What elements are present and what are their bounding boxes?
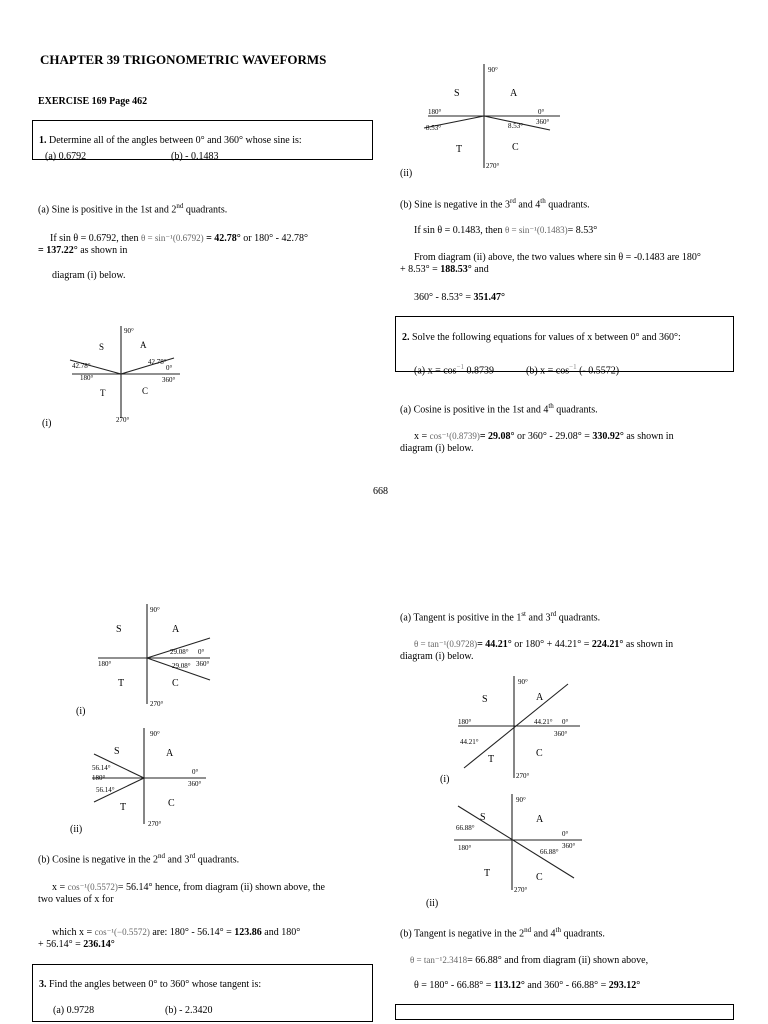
answer-1a-line2: = 137.22° as shown in (38, 245, 128, 256)
quadrant-diagram-1b (420, 60, 570, 176)
svg-text:0°: 0° (562, 830, 569, 838)
question-1-part-a: (a) 0.6792 (45, 151, 87, 162)
answer-1b-from: From diagram (ii) above, the two values where sin θ = -0.1483 are 180° (414, 252, 701, 263)
answer-1a-result-1: = 42.78° (206, 233, 241, 244)
svg-text:S: S (454, 88, 460, 99)
svg-text:180°: 180° (98, 660, 112, 668)
svg-text:0°: 0° (538, 108, 545, 116)
svg-text:270°: 270° (148, 820, 162, 828)
svg-text:C: C (172, 678, 179, 689)
svg-text:180°: 180° (80, 374, 94, 382)
svg-text:T: T (100, 388, 106, 398)
question-4-box (395, 1004, 734, 1020)
svg-text:180°: 180° (458, 844, 472, 852)
svg-text:A: A (172, 624, 180, 635)
svg-text:A: A (536, 692, 544, 703)
svg-text:270°: 270° (150, 700, 164, 708)
answer-1a-diagram-ref: diagram (i) below. (52, 270, 126, 281)
chapter-title: CHAPTER 39 TRIGONOMETRIC WAVEFORMS (40, 52, 327, 67)
answer-1b-formula: θ = sin⁻¹(0.1483) (504, 225, 568, 235)
svg-text:C: C (512, 142, 519, 153)
svg-text:66.88°: 66.88° (456, 824, 475, 832)
answer-1b-from2: + 8.53° = 188.53° and (400, 264, 489, 275)
svg-text:180°: 180° (428, 108, 442, 116)
svg-text:A: A (536, 814, 544, 825)
svg-text:90°: 90° (516, 796, 526, 804)
quadrant-diagram-2a-ii (88, 724, 214, 830)
svg-text:0°: 0° (192, 768, 199, 776)
svg-text:T: T (456, 144, 463, 155)
svg-text:90°: 90° (124, 327, 134, 335)
answer-1a-intro: (a) Sine is positive in the 1st and 2nd quadrants. (38, 202, 228, 216)
question-3-part-a: (a) 0.9728 (53, 1005, 95, 1016)
question-1-part-b: (b) - 0.1483 (171, 151, 219, 162)
quadrant-diagram-3a (450, 672, 586, 784)
svg-text:C: C (142, 386, 149, 396)
answer-1a-formula: θ = sin⁻¹(0.6792) (140, 233, 204, 243)
quadrant-diagram-3b (450, 790, 590, 894)
svg-text:A: A (510, 88, 518, 99)
svg-text:360°: 360° (562, 842, 576, 850)
question-1-box (32, 120, 373, 160)
svg-text:C: C (536, 748, 543, 759)
svg-text:44.21°: 44.21° (534, 718, 553, 726)
svg-text:66.88°: 66.88° (540, 848, 559, 856)
question-3-text: 3. Find the angles between 0° to 360° whose tangent is: (39, 979, 262, 990)
svg-text:0°: 0° (562, 718, 569, 726)
answer-2b-plus: + 56.14° = 236.14° (38, 939, 115, 950)
answer-3b-theta: θ = 180° - 66.88° = 113.12° and 360° - 66.88° = 293.12° (414, 980, 641, 991)
question-2-box (395, 316, 734, 377)
svg-text:270°: 270° (514, 886, 528, 894)
question-3-box (32, 964, 373, 1022)
svg-text:360°: 360° (188, 780, 202, 788)
svg-text:T: T (118, 678, 125, 689)
svg-text:270°: 270° (516, 772, 530, 780)
question-1-prompt: Determine all of the angles between 0° and 360° whose sine is: (49, 135, 302, 146)
svg-text:42.78°: 42.78° (148, 358, 167, 366)
answer-2a-diagram-ref: diagram (i) below. (400, 443, 474, 454)
svg-text:360°: 360° (196, 660, 210, 668)
answer-1a-if: If sin θ = 0.6792, then (50, 233, 139, 244)
svg-text:90°: 90° (488, 66, 498, 74)
svg-text:360°: 360° (536, 118, 550, 126)
svg-text:360°: 360° (554, 730, 568, 738)
diagram-3b-label: (ii) (426, 898, 439, 909)
answer-1a-or: or 180° - 42.78° (243, 233, 308, 244)
svg-text:56.14°: 56.14° (92, 764, 111, 772)
diagram-1a-label: (i) (42, 418, 52, 429)
question-2-part-a: (a) $x = \cos^{-1} 0.8739$ (414, 363, 495, 377)
diagram-3a-label: (i) (440, 774, 450, 785)
answer-2b-intro: (b) Cosine is negative in the 2nd and 3rd quadrants. (38, 852, 240, 866)
diagram-1b-label: (ii) (400, 168, 413, 179)
answer-2b-two-values: two values of x for (38, 894, 114, 905)
answer-1b-second: 360° - 8.53° = 351.47° (414, 292, 505, 303)
svg-text:42.78°: 42.78° (72, 362, 91, 370)
svg-text:T: T (120, 802, 127, 813)
svg-text:S: S (116, 624, 122, 635)
answer-2a-intro: (a) Cosine is positive in the 1st and 4th quadrants. (400, 402, 598, 416)
svg-text:A: A (140, 340, 147, 350)
quadrant-diagram-2a-i (92, 600, 218, 710)
svg-text:A: A (166, 748, 174, 759)
svg-text:56.14°: 56.14° (96, 786, 115, 794)
answer-3a-diagram-ref: diagram (i) below. (400, 651, 474, 662)
svg-text:S: S (480, 812, 486, 823)
svg-text:0°: 0° (166, 364, 173, 372)
question-3-part-b: (b) - 2.3420 (165, 1005, 213, 1016)
svg-text:S: S (99, 342, 105, 352)
svg-text:8.53°: 8.53° (426, 124, 442, 132)
svg-text:0°: 0° (198, 648, 205, 656)
svg-text:360°: 360° (162, 376, 176, 384)
svg-text:S: S (482, 694, 488, 705)
question-2-text: 2. Solve the following equations for values of x between 0° and 360°: (402, 332, 681, 343)
diagram-2a-ii-label: (ii) (70, 824, 83, 835)
svg-text:T: T (484, 868, 491, 879)
answer-3b-line: θ = tan⁻¹2.3418= 66.88° and from diagram (ii) shown above, (410, 955, 649, 966)
page-number: 668 (373, 486, 388, 497)
svg-text:90°: 90° (150, 730, 160, 738)
svg-text:29.08°: 29.08° (172, 662, 191, 670)
quadrant-diagram-1a (62, 322, 188, 426)
svg-text:90°: 90° (150, 606, 160, 614)
question-1-number: 1. (39, 135, 47, 146)
exercise-heading: EXERCISE 169 Page 462 (38, 96, 148, 107)
svg-text:8.53°: 8.53° (508, 122, 524, 130)
svg-text:270°: 270° (486, 162, 500, 170)
question-1-text (39, 135, 302, 147)
answer-1b-line: If sin θ = 0.1483, then θ = sin⁻¹(0.1483)= 8.53° (414, 225, 598, 236)
svg-text:C: C (536, 872, 543, 883)
answer-3b-intro: (b) Tangent is negative in the 2nd and 4th quadrants. (400, 926, 605, 940)
answer-2b-line: x = cos⁻¹(0.5572)= 56.14° hence, from diagram (ii) shown above, the (52, 882, 325, 893)
svg-text:C: C (168, 798, 175, 809)
answer-1a-line (50, 232, 308, 245)
answer-1a-result-2: = 137.22° (38, 245, 78, 256)
answer-2b-which: which x = cos⁻¹(−0.5572) are: 180° - 56.14° = 123.86 and 180° (52, 927, 301, 938)
answer-1b-intro: (b) Sine is negative in the 3rd and 4th quadrants. (400, 197, 590, 211)
svg-text:29.08°: 29.08° (170, 648, 189, 656)
diagram-2a-i-label: (i) (76, 706, 86, 717)
svg-text:180°: 180° (458, 718, 472, 726)
answer-2a-line: x = cos⁻¹(0.8739)= 29.08° or 360° - 29.08° = 330.92° as shown in (414, 431, 674, 442)
svg-text:T: T (488, 754, 495, 765)
svg-text:S: S (114, 746, 120, 757)
svg-text:180°: 180° (92, 774, 106, 782)
answer-3a-line: θ = tan⁻¹(0.9728)= 44.21° or 180° + 44.21° = 224.21° as shown in (414, 639, 674, 650)
svg-text:90°: 90° (518, 678, 528, 686)
question-2-part-b: (b) $x = \cos^{-1}$ (- 0.5572) (526, 363, 620, 377)
svg-text:270°: 270° (116, 416, 130, 424)
answer-3a-intro: (a) Tangent is positive in the 1st and 3rd quadrants. (400, 610, 601, 624)
svg-text:44.21°: 44.21° (460, 738, 479, 746)
